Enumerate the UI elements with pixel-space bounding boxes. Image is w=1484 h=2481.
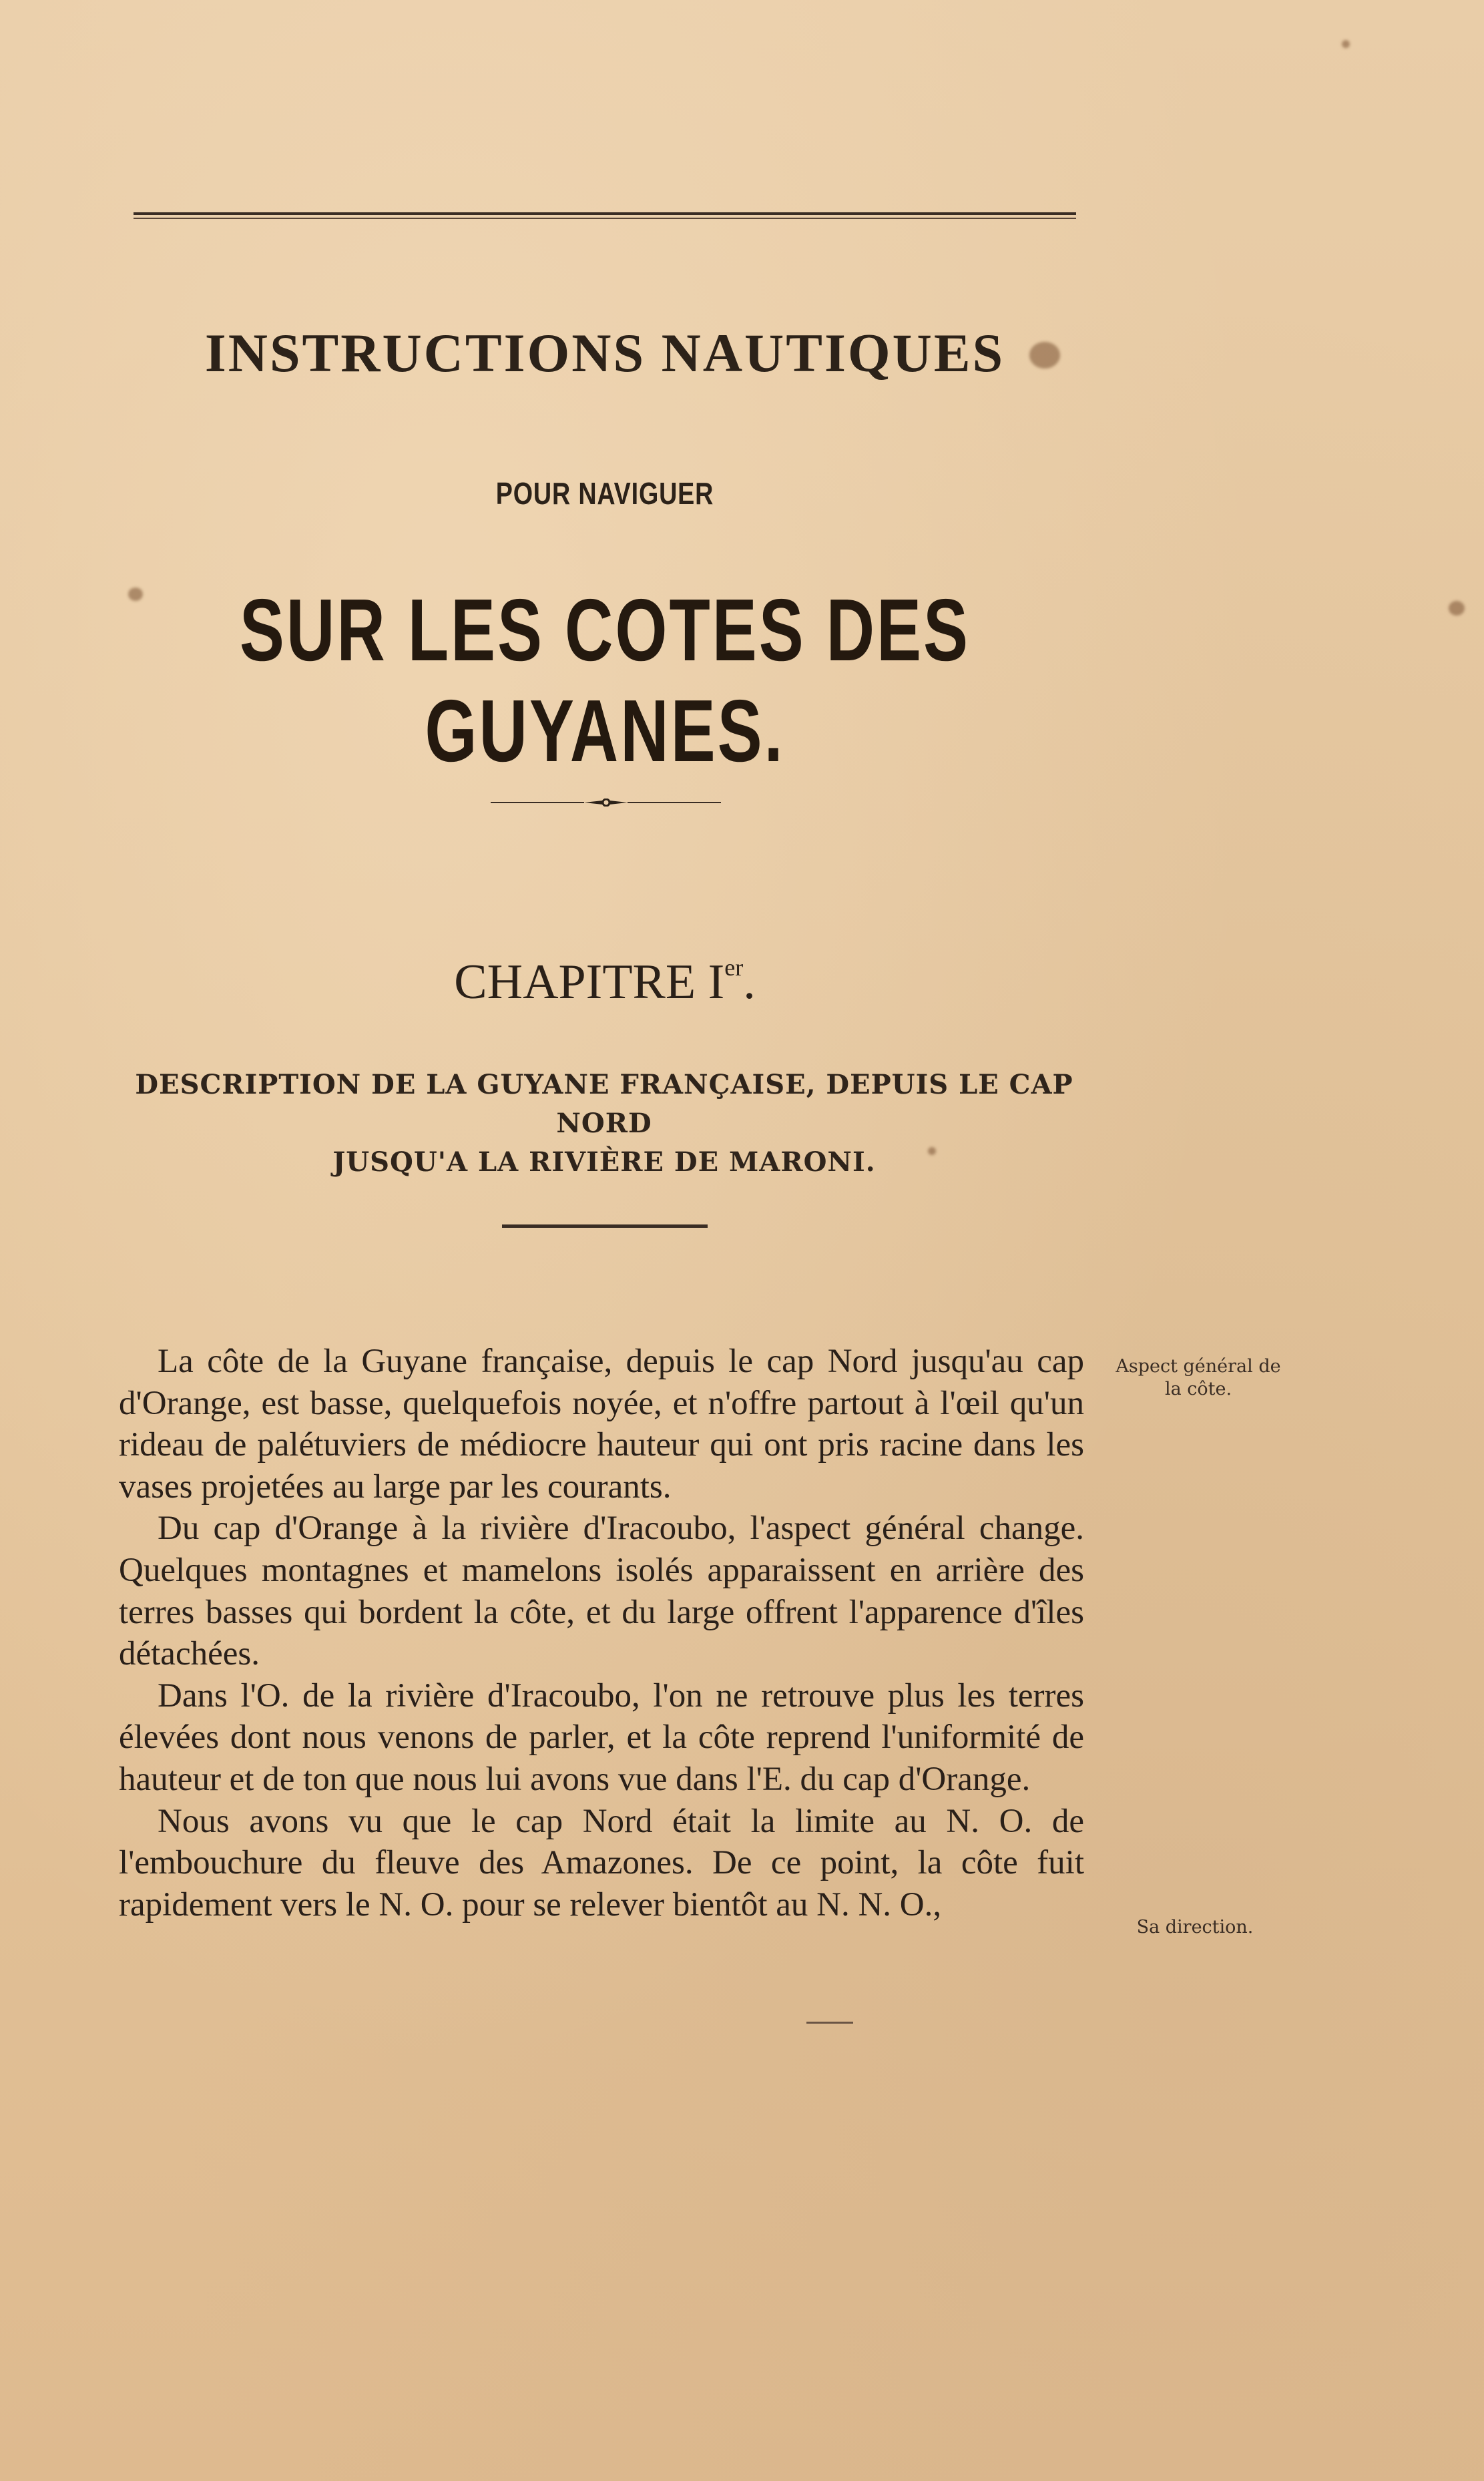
chapter-description bbox=[120, 1066, 1088, 1182]
margin-note-line: la côte. bbox=[1164, 1379, 1232, 1399]
margin-note-line: Aspect général de bbox=[1116, 1356, 1281, 1377]
description-line: DESCRIPTION DE LA GUYANE FRANÇAISE, DEPUIS LE CAP NORD bbox=[135, 1069, 1073, 1139]
section-rule bbox=[502, 1224, 708, 1228]
document-main-title: SUR LES COTES DES GUYANES. bbox=[239, 581, 971, 780]
top-double-rule bbox=[134, 212, 1076, 219]
document-subtitle: POUR NAVIGUER bbox=[495, 476, 714, 511]
paragraph: Nous avons vu que le cap Nord était la limite au N. O. de l'embouchure du fleuve des Amazones. De ce point, la côte fuit rapidement vers le N. O. pour se relever bientôt au N. N. O., bbox=[119, 1802, 1084, 1924]
body-text bbox=[119, 1341, 1084, 1926]
paragraph: Dans l'O. de la rivière d'Iracoubo, l'on ne retrouve plus les terres élevées dont nous venons de parler, et la côte reprend l'uniformité de hauteur et de ton que nous lui avons vue dans l'E. du cap d'Orange. bbox=[119, 1676, 1084, 1798]
chapter-suffix: . bbox=[743, 955, 756, 1009]
margin-note-aspect bbox=[1095, 1355, 1302, 1401]
paragraph: La côte de la Guyane française, depuis le cap Nord jusqu'au cap d'Orange, est basse, quelquefois noyée, et n'offre partout à l'œil qu'un rideau de palétuviers de médiocre hauteur qui ont pris racine dans les vases projetées au large par les courants. bbox=[119, 1343, 1084, 1506]
chapter-label: CHAPITRE I bbox=[454, 955, 725, 1009]
paper-stain bbox=[128, 588, 143, 601]
paper-stain bbox=[1342, 40, 1350, 48]
margin-note-direction: Sa direction. bbox=[1136, 1917, 1254, 1938]
title-ornament bbox=[491, 799, 721, 807]
catchword-mark bbox=[806, 2022, 853, 2024]
chapter-superscript: er bbox=[724, 954, 744, 981]
document-title: INSTRUCTIONS NAUTIQUES bbox=[204, 322, 1005, 383]
paragraph: Du cap d'Orange à la rivière d'Iracoubo, l'aspect général change. Quelques montagnes et mamelons isolés apparaissent en arrière des terres basses qui bordent la côte, et du large offrent l'apparence d'îles détachées. bbox=[119, 1510, 1084, 1673]
description-line: JUSQU'A LA RIVIÈRE DE MARONI. bbox=[332, 1146, 876, 1178]
paper-stain bbox=[1449, 601, 1465, 616]
chapter-heading bbox=[0, 953, 1210, 1011]
